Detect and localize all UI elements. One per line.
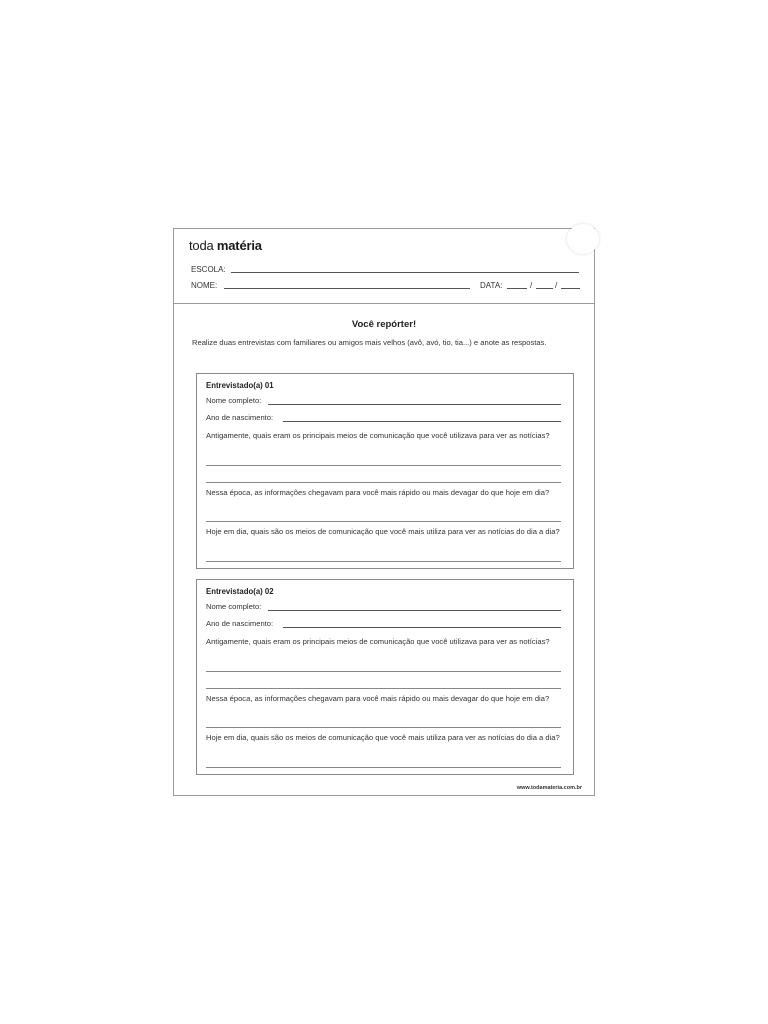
brand-logo <box>189 238 262 253</box>
date-month-line <box>536 288 553 289</box>
date-separator-2: / <box>555 281 558 290</box>
full-name-label: Nome completo: <box>206 602 262 611</box>
date-separator-1: / <box>530 281 533 290</box>
nome-line <box>224 288 470 289</box>
brand-logo-part1: toda <box>189 238 217 253</box>
birth-year-line <box>283 627 561 628</box>
answer-line <box>206 727 561 728</box>
answer-line <box>206 688 561 689</box>
answer-line <box>206 482 561 483</box>
footer-url: www.todamateria.com.br <box>516 785 582 791</box>
page-title: Você repórter! <box>351 319 417 330</box>
birth-year-label: Ano de nascimento: <box>206 413 274 422</box>
full-name-label: Nome completo: <box>206 396 262 405</box>
answer-line <box>206 465 561 466</box>
page-curl <box>567 224 599 254</box>
answer-line <box>206 521 561 522</box>
question-3: Hoje em dia, quais são os meios de comunicação que você mais utiliza para ver as notícias do dia a dia? <box>206 733 560 742</box>
answer-line <box>206 561 561 562</box>
birth-year-label: Ano de nascimento: <box>206 619 274 628</box>
escola-label: ESCOLA: <box>191 265 226 274</box>
interview-box-1 <box>196 373 574 569</box>
data-label: DATA: <box>480 281 503 290</box>
question-2: Nessa época, as informações chegavam para você mais rápido ou mais devagar do que hoje em dia? <box>206 694 550 703</box>
interview-title: Entrevistado(a) 02 <box>206 587 274 596</box>
worksheet-page <box>173 228 595 796</box>
birth-year-line <box>283 421 561 422</box>
question-1: Antigamente, quais eram os principais meios de comunicação que você utilizava para ver as notícias? <box>206 637 550 646</box>
answer-line <box>206 671 561 672</box>
interview-title: Entrevistado(a) 01 <box>206 381 274 390</box>
date-year-line <box>561 288 580 289</box>
question-2: Nessa época, as informações chegavam para você mais rápido ou mais devagar do que hoje em dia? <box>206 488 550 497</box>
interview-box-2 <box>196 579 574 775</box>
date-day-line <box>507 288 527 289</box>
answer-line <box>206 767 561 768</box>
nome-label: NOME: <box>191 281 218 290</box>
full-name-line <box>268 610 561 611</box>
escola-line <box>231 272 579 273</box>
question-1: Antigamente, quais eram os principais meios de comunicação que você utilizava para ver as notícias? <box>206 431 550 440</box>
instructions: Realize duas entrevistas com familiares ou amigos mais velhos (avô, avó, tio, tia...) e anote as respostas. <box>192 338 547 347</box>
header-divider <box>174 303 594 304</box>
brand-logo-part2: matéria <box>216 238 262 253</box>
question-3: Hoje em dia, quais são os meios de comunicação que você mais utiliza para ver as notícias do dia a dia? <box>206 527 560 536</box>
full-name-line <box>268 404 561 405</box>
